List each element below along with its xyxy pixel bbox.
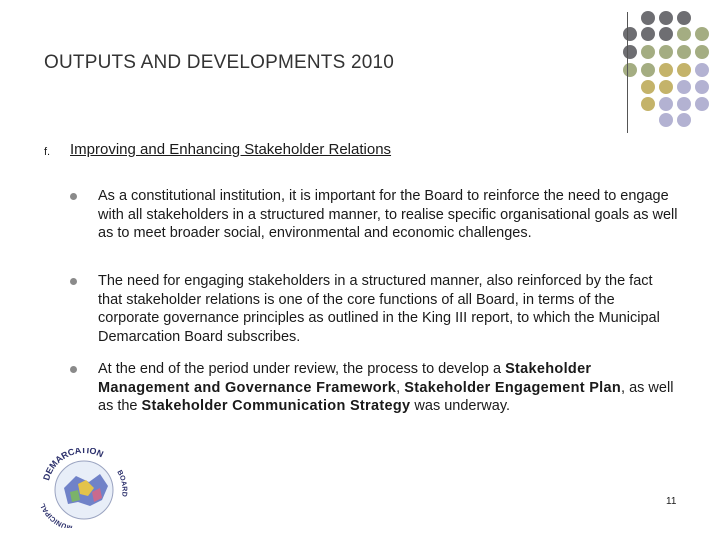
logo-text-left-path: MUNICIPAL [39, 501, 74, 528]
bold-run: Stakeholder Management and Governance Framework [98, 361, 592, 396]
decorative-dot [677, 63, 691, 77]
decorative-dot [659, 11, 673, 25]
decorative-dot [641, 97, 655, 111]
logo-svg [34, 448, 134, 528]
logo-text-top-path: DEMARCATION [41, 448, 106, 482]
logo-text-right [115, 469, 127, 497]
decorative-dot [695, 97, 709, 111]
decorative-dot [623, 27, 637, 41]
item-marker: f. [44, 146, 51, 158]
decorative-dot [695, 80, 709, 94]
decorative-dot [695, 63, 709, 77]
decorative-dot [659, 27, 673, 41]
bold-run: Stakeholder Communication Strategy [141, 398, 411, 415]
logo-text-right-path: BOARD [115, 469, 128, 497]
decorative-dot [641, 27, 655, 41]
bullet-dot [70, 193, 77, 200]
decorative-dot [641, 11, 655, 25]
section-heading: Improving and Enhancing Stakeholder Relations [70, 141, 392, 158]
decorative-dot [641, 80, 655, 94]
decorative-dot [623, 45, 637, 59]
text-run: At the end of the period under review, the process to develop a [98, 361, 506, 377]
decorative-dot [677, 97, 691, 111]
decorative-dot [659, 80, 673, 94]
decorative-dot [659, 63, 673, 77]
text-run: , [396, 379, 405, 396]
decorative-dot [659, 97, 673, 111]
text-run: was underway. [410, 398, 511, 415]
bold-run: Stakeholder Engagement Plan [404, 379, 622, 396]
decorative-dot [677, 27, 691, 41]
decorative-dot [677, 11, 691, 25]
bullet-dot [70, 366, 77, 373]
slide-title: OUTPUTS AND DEVELOPMENTS 2010 [44, 52, 395, 73]
decorative-dot [677, 45, 691, 59]
decorative-dot [623, 63, 637, 77]
decorative-dot [641, 45, 655, 59]
decorative-dot [641, 63, 655, 77]
page-number: 11 [666, 496, 677, 507]
decorative-dot [677, 113, 691, 127]
decorative-dot [695, 27, 709, 41]
demarcation-board-logo [34, 448, 134, 528]
bullet-text-3 [98, 360, 678, 416]
bullet-text-1: As a constitutional institution, it is important for the Board to reinforce the need to engage with all stakeholders in a structured manner, to realise specific organisational goals as well as to meet broader social, environmental and economic challenges. [98, 188, 678, 242]
text-run: , as well as the [98, 379, 674, 415]
bullet-dot [70, 278, 77, 285]
decorative-dot [677, 80, 691, 94]
bullet-text-2: The need for engaging stakeholders in a structured manner, also reinforced by the fact that stakeholder relations is one of the core functions of all Board, in terms of the corporate governance principles as outlined in the King III report, to which the Municipal Demarcation Board subscribes. [98, 273, 660, 346]
decorative-vertical-line [627, 12, 628, 133]
decorative-dot [695, 45, 709, 59]
decorative-dot [659, 45, 673, 59]
decorative-dot [659, 113, 673, 127]
